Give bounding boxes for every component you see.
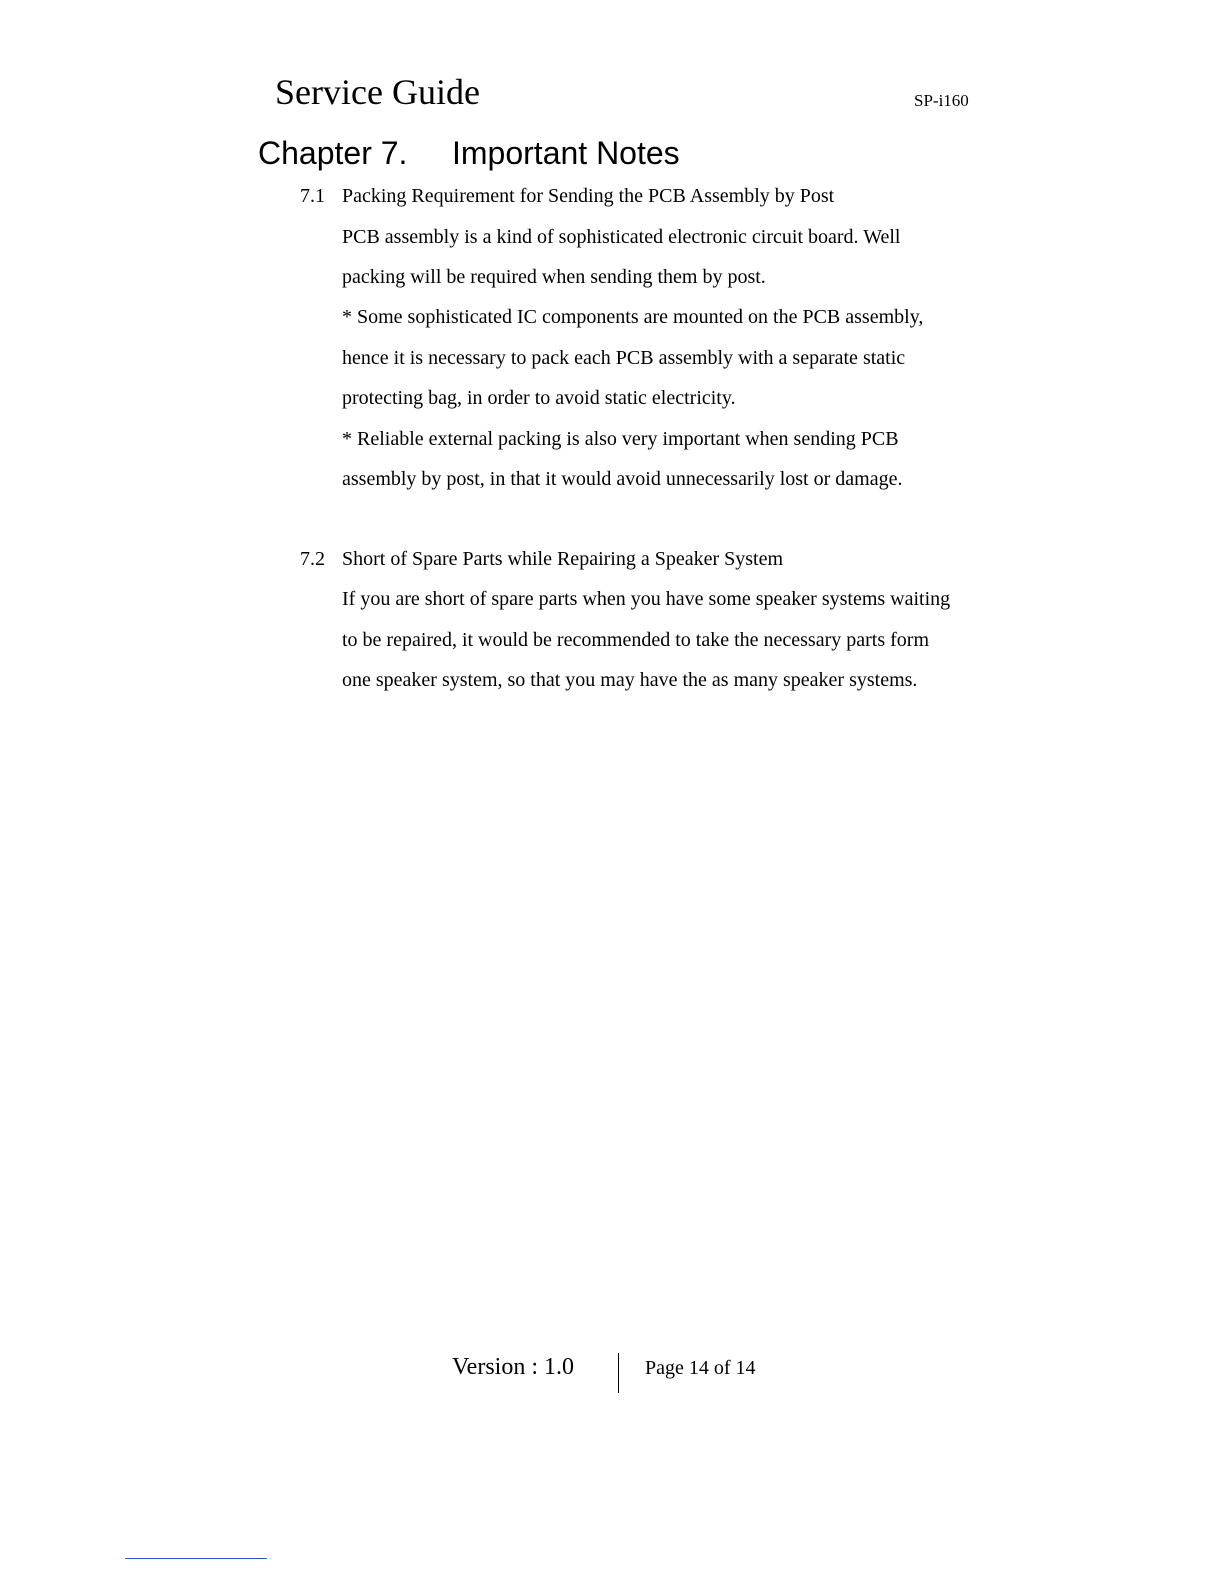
section-title: Packing Requirement for Sending the PCB Assembly by Post bbox=[342, 185, 835, 207]
section-number: 7.2 bbox=[300, 548, 325, 570]
paragraph-line: * Some sophisticated IC components are mounted on the PCB assembly, bbox=[342, 306, 924, 328]
paragraph-line: hence it is necessary to pack each PCB assembly with a separate static bbox=[342, 347, 906, 369]
chapter-title: Important Notes bbox=[452, 135, 680, 171]
paragraph-line: PCB assembly is a kind of sophisticated electronic circuit board. Well bbox=[342, 226, 901, 248]
section-title: Short of Spare Parts while Repairing a Speaker System bbox=[342, 548, 784, 570]
paragraph-line: assembly by post, in that it would avoid unnecessarily lost or damage. bbox=[342, 468, 903, 490]
footer-divider bbox=[618, 1353, 619, 1393]
chapter-number: Chapter 7. bbox=[258, 135, 408, 171]
paragraph-line: to be repaired, it would be recommended to take the necessary parts form bbox=[342, 629, 930, 651]
document-title: Service Guide bbox=[275, 72, 480, 112]
paragraph-line: one speaker system, so that you may have the as many speaker systems. bbox=[342, 669, 918, 691]
bottom-rule bbox=[125, 1558, 267, 1559]
paragraph-line: protecting bag, in order to avoid static electricity. bbox=[342, 387, 736, 409]
paragraph-line: packing will be required when sending them by post. bbox=[342, 266, 766, 288]
chapter-heading bbox=[258, 133, 680, 173]
model-number: SP-i160 bbox=[914, 91, 969, 110]
page-number: Page 14 of 14 bbox=[645, 1357, 756, 1379]
paragraph-line: * Reliable external packing is also very important when sending PCB bbox=[342, 428, 899, 450]
version-label: Version : 1.0 bbox=[452, 1354, 574, 1380]
paragraph-line: If you are short of spare parts when you have some speaker systems waiting bbox=[342, 588, 951, 610]
section-number: 7.1 bbox=[300, 185, 325, 207]
